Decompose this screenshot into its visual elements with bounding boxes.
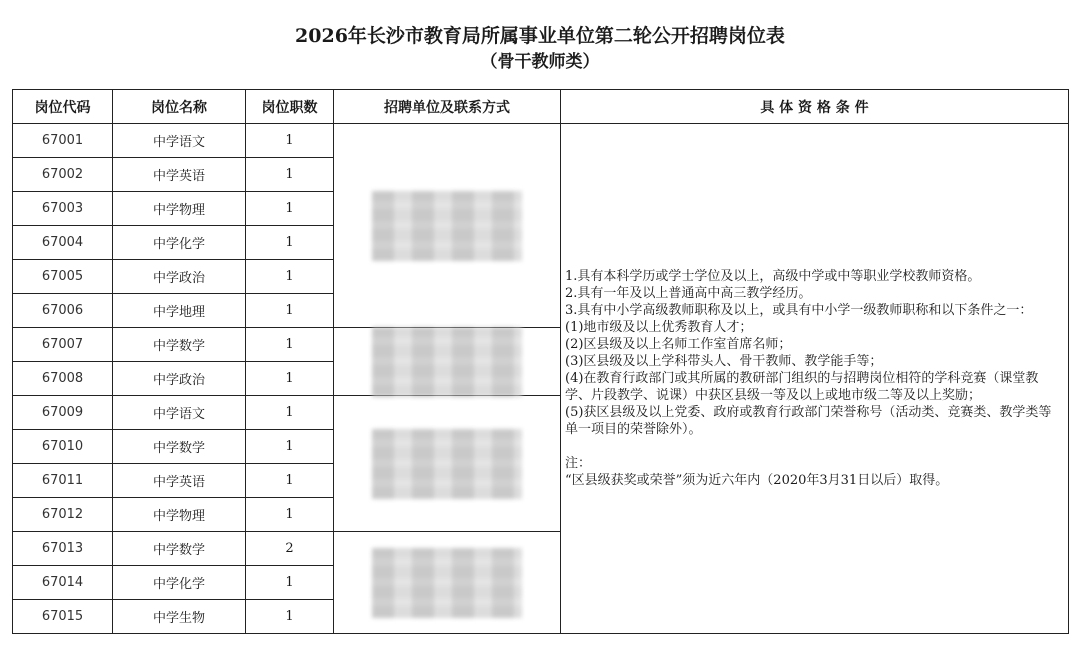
requirement-item: 3.具有中小学高级教师职称及以上，或具有中小学一级教师职称和以下条件之一：	[565, 303, 1033, 318]
requirement-item: (4)在教育行政部门或其所属的教研部门组织的与招聘岗位相符的学科竞赛（课堂教学、片段教学、说课）中获区县级一等及以上或地市级二等及以上奖励；	[565, 371, 1039, 403]
position-code: 67005	[13, 260, 113, 294]
unit-contact-redacted-3	[334, 396, 561, 532]
position-code: 67006	[13, 294, 113, 328]
redacted-block	[372, 327, 522, 397]
position-code: 67007	[13, 328, 113, 362]
position-code: 67002	[13, 158, 113, 192]
note-text: “区县级获奖或荣誉”须为近六年内（2020年3月31日以后）取得。	[565, 473, 949, 488]
position-code: 67001	[13, 124, 113, 158]
document-title: 2026年长沙市教育局所属事业单位第二轮公开招聘岗位表	[295, 25, 785, 47]
position-name: 中学化学	[113, 566, 246, 600]
position-count: 1	[246, 362, 334, 396]
positions-table	[12, 89, 1069, 634]
position-count: 1	[246, 192, 334, 226]
position-name: 中学物理	[113, 192, 246, 226]
position-code: 67009	[13, 396, 113, 430]
header-code: 岗位代码	[13, 90, 113, 124]
position-code: 67003	[13, 192, 113, 226]
header-name: 岗位名称	[113, 90, 246, 124]
position-name: 中学数学	[113, 532, 246, 566]
position-name: 中学政治	[113, 260, 246, 294]
position-name: 中学语文	[113, 124, 246, 158]
requirement-item: (3)区县级及以上学科带头人、骨干教师、教学能手等；	[565, 354, 883, 369]
document-subtitle: （骨干教师类）	[480, 52, 600, 72]
unit-contact-redacted-1	[334, 124, 561, 328]
position-count: 1	[246, 294, 334, 328]
position-count: 1	[246, 464, 334, 498]
unit-contact-redacted-2	[334, 328, 561, 396]
unit-contact-redacted-4	[334, 532, 561, 634]
redacted-block	[372, 191, 522, 261]
position-code: 67011	[13, 464, 113, 498]
position-code: 67014	[13, 566, 113, 600]
position-count: 1	[246, 124, 334, 158]
position-name: 中学政治	[113, 362, 246, 396]
position-count: 1	[246, 158, 334, 192]
requirements-cell	[561, 124, 1069, 634]
position-code: 67010	[13, 430, 113, 464]
position-count: 1	[246, 328, 334, 362]
header-unit: 招聘单位及联系方式	[334, 90, 561, 124]
requirement-item: 1.具有本科学历或学士学位及以上，高级中学或中等职业学校教师资格。	[565, 269, 981, 284]
position-code: 67008	[13, 362, 113, 396]
position-name: 中学语文	[113, 396, 246, 430]
note-label: 注：	[565, 456, 592, 471]
position-count: 1	[246, 260, 334, 294]
header-requirements: 具 体 资 格 条 件	[561, 90, 1069, 124]
requirement-item: (5)获区县级及以上党委、政府或教育行政部门荣誉称号（活动类、竞赛类、教学类等单一项目的荣誉除外）。	[565, 405, 1052, 437]
position-count: 1	[246, 430, 334, 464]
redacted-block	[372, 429, 522, 499]
position-count: 1	[246, 600, 334, 634]
position-code: 67015	[13, 600, 113, 634]
position-code: 67013	[13, 532, 113, 566]
requirement-item: (1)地市级及以上优秀教育人才；	[565, 320, 753, 335]
position-name: 中学数学	[113, 430, 246, 464]
position-name: 中学地理	[113, 294, 246, 328]
position-name: 中学英语	[113, 464, 246, 498]
position-count: 2	[246, 532, 334, 566]
position-name: 中学化学	[113, 226, 246, 260]
position-name: 中学生物	[113, 600, 246, 634]
position-code: 67004	[13, 226, 113, 260]
position-count: 1	[246, 566, 334, 600]
redacted-block	[372, 548, 522, 618]
position-name: 中学英语	[113, 158, 246, 192]
position-count: 1	[246, 396, 334, 430]
table-header-row	[13, 90, 1069, 124]
position-count: 1	[246, 226, 334, 260]
position-count: 1	[246, 498, 334, 532]
position-name: 中学数学	[113, 328, 246, 362]
position-name: 中学物理	[113, 498, 246, 532]
table-row	[13, 124, 1069, 158]
requirement-item: 2.具有一年及以上普通高中高三教学经历。	[565, 286, 812, 301]
position-code: 67012	[13, 498, 113, 532]
header-count: 岗位职数	[246, 90, 334, 124]
requirement-item: (2)区县级及以上名师工作室首席名师；	[565, 337, 792, 352]
